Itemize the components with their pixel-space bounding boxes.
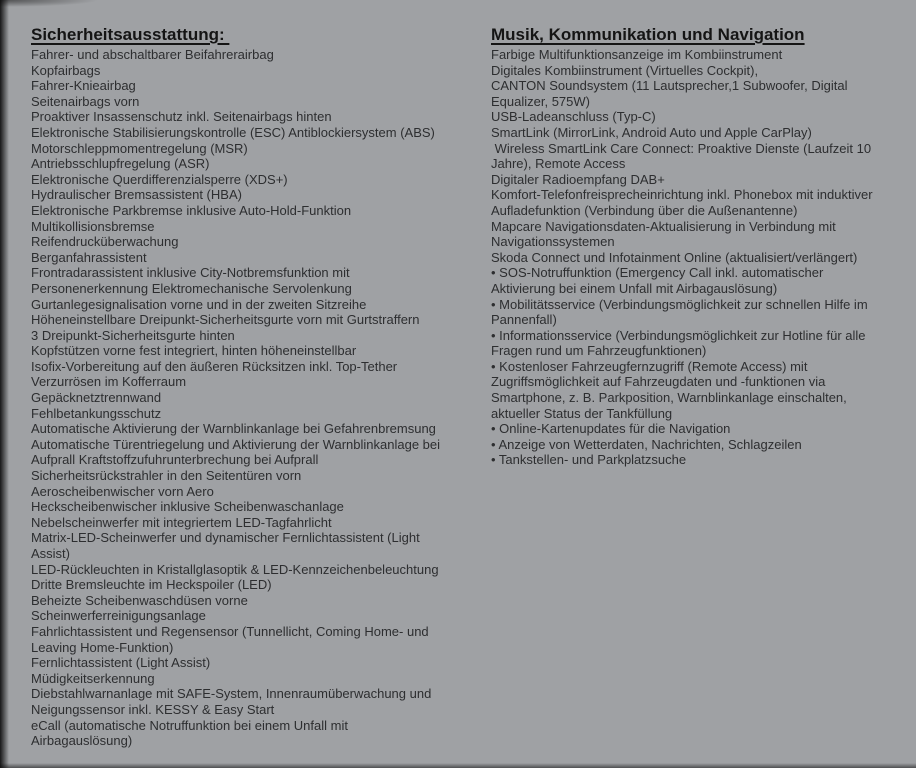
text-line: Fernlichtassistent (Light Assist) bbox=[31, 655, 211, 671]
text-line: Digitaler Radioempfang DAB+ bbox=[491, 171, 665, 187]
text-line: SmartLink (MirrorLink, Android Auto und Apple CarPlay) bbox=[491, 124, 812, 140]
text-line: Farbige Multifunktionsanzeige im Kombiinstrument bbox=[491, 47, 783, 62]
text-line: Antriebsschlupfregelung (ASR) bbox=[31, 156, 210, 172]
text-line: Komfort-Telefonfreisprecheinrichtung inkl. Phonebox mit induktiver bbox=[491, 187, 873, 203]
text-line: Equalizer, 575W) bbox=[491, 93, 590, 109]
text-line: Berganfahrassistent bbox=[31, 249, 147, 265]
text-line: • Online-Kartenupdates für die Navigation bbox=[491, 421, 731, 437]
text-line: aktueller Status der Tankfüllung bbox=[491, 405, 673, 421]
text-line: Aktivierung bei einem Unfall mit Airbagauslösung) bbox=[491, 280, 778, 296]
text-line: Höheneinstellbare Dreipunkt-Sicherheitsgurte vorn mit Gurtstraffern bbox=[31, 312, 420, 328]
text-line: Motorschleppmomentregelung (MSR) bbox=[31, 140, 248, 156]
text-line: Airbagauslösung) bbox=[31, 733, 133, 749]
text-line: Gepäcknetztrennwand bbox=[31, 390, 162, 406]
text-line: Elektronische Stabilisierungskontrolle (ESC) Antiblockiersystem (ABS) bbox=[31, 124, 435, 140]
text-line: Diebstahlwarnanlage mit SAFE-System, Innenraumüberwachung und bbox=[31, 686, 432, 702]
text-line: Frontradarassistent inklusive City-Notbremsfunktion mit bbox=[31, 265, 350, 281]
text-line: Heckscheibenwischer inklusive Scheibenwaschanlage bbox=[31, 499, 344, 515]
text-line: Matrix-LED-Scheinwerfer und dynamischer Fernlichtassistent (Light bbox=[31, 530, 420, 546]
text-line: Multikollisionsbremse bbox=[31, 218, 155, 234]
text-line: Verzurrösen im Kofferraum bbox=[31, 374, 187, 390]
text-line: 3 Dreipunkt-Sicherheitsgurte hinten bbox=[31, 327, 235, 343]
text-line: • Kostenloser Fahrzeugfernzugriff (Remote Access) mit bbox=[491, 358, 808, 374]
text-line: • Informationsservice (Verbindungsmöglichkeit zur Hotline für alle bbox=[491, 327, 866, 343]
text-line: Aufprall Kraftstoffzufuhrunterbrechung bei Aufprall bbox=[31, 452, 319, 468]
text-line: Leaving Home-Funktion) bbox=[31, 639, 174, 655]
text-line: Wireless SmartLink Care Connect: Proaktive Dienste (Laufzeit 10 bbox=[491, 140, 872, 156]
text-line: Assist) bbox=[31, 546, 70, 561]
music-communication-navigation-list bbox=[491, 47, 906, 468]
text-line: Nebelscheinwerfer mit integriertem LED-Tagfahrlicht bbox=[31, 514, 332, 530]
text-line: Fragen rund um Fahrzeugfunktionen) bbox=[491, 343, 707, 359]
text-line: Reifendrucküberwachung bbox=[31, 234, 179, 250]
text-line: Personenerkennung Elektromechanische Servolenkung bbox=[31, 280, 352, 296]
text-line: CANTON Soundsystem (11 Lautsprecher,1 Subwoofer, Digital bbox=[491, 78, 848, 94]
text-line: Proaktiver Insassenschutz inkl. Seitenairbags hinten bbox=[31, 109, 332, 125]
text-line: Fehlbetankungsschutz bbox=[31, 405, 162, 421]
text-line: Automatische Türentriegelung und Aktivierung der Warnblinkanlage bei bbox=[31, 436, 441, 452]
text-line: • Anzeige von Wetterdaten, Nachrichten, Schlagzeilen bbox=[491, 436, 802, 452]
text-line: Kopfstützen vorne fest integriert, hinten höheneinstellbar bbox=[31, 343, 357, 359]
safety-equipment-column bbox=[31, 24, 481, 749]
text-line: Mapcare Navigationsdaten-Aktualisierung in Verbindung mit bbox=[491, 218, 836, 234]
text-line: Müdigkeitserkennung bbox=[31, 670, 155, 686]
text-line: Fahrer-Knieairbag bbox=[31, 78, 136, 94]
text-line: Gurtanlegesignalisation vorne und in der zweiten Sitzreihe bbox=[31, 296, 367, 312]
text-line: Pannenfall) bbox=[491, 312, 557, 328]
text-line: Isofix-Vorbereitung auf den äußeren Rücksitzen inkl. Top-Tether bbox=[31, 358, 398, 374]
text-line: Hydraulischer Bremsassistent (HBA) bbox=[31, 187, 242, 203]
text-line: Aeroscheibenwischer vorn Aero bbox=[31, 483, 214, 499]
text-line: Aufladefunktion (Verbindung über die Außenantenne) bbox=[491, 202, 798, 218]
text-line: Zugriffsmöglichkeit auf Fahrzeugdaten und -funktionen via bbox=[491, 374, 826, 390]
text-line: Scheinwerferreinigungsanlage bbox=[31, 608, 206, 624]
text-line: Kopfairbags bbox=[31, 62, 101, 78]
text-line: eCall (automatische Notruffunktion bei einem Unfall mit bbox=[31, 717, 348, 733]
text-line: Beheizte Scheibenwaschdüsen vorne bbox=[31, 592, 248, 608]
music-communication-navigation-heading: Musik, Kommunikation und Navigation bbox=[491, 25, 805, 44]
text-line: USB-Ladeanschluss (Typ-C) bbox=[491, 109, 656, 125]
safety-equipment-list bbox=[31, 47, 481, 749]
text-line: Skoda Connect und Infotainment Online (aktualisiert/verlängert) bbox=[491, 249, 858, 265]
text-line: Neigungssensor inkl. KESSY & Easy Start bbox=[31, 701, 275, 717]
text-line: LED-Rückleuchten in Kristallglasoptik & LED-Kennzeichenbeleuchtung bbox=[31, 561, 439, 577]
text-line: Jahre), Remote Access bbox=[491, 156, 626, 172]
text-line: Automatische Aktivierung der Warnblinkanlage bei Gefahrenbremsung bbox=[31, 421, 436, 437]
music-communication-navigation-column bbox=[491, 24, 906, 468]
text-line: Fahrer- und abschaltbarer Beifahrerairbag bbox=[31, 47, 274, 62]
text-line: Seitenairbags vorn bbox=[31, 93, 140, 109]
text-line: Smartphone, z. B. Parkposition, Warnblinkanlage einschalten, bbox=[491, 390, 847, 406]
text-line: Digitales Kombiinstrument (Virtuelles Cockpit), bbox=[491, 62, 759, 78]
text-line: Sicherheitsrückstrahler in den Seitentüren vorn bbox=[31, 468, 302, 484]
text-line: Dritte Bremsleuchte im Heckspoiler (LED) bbox=[31, 577, 272, 593]
text-line: Elektronische Parkbremse inklusive Auto-Hold-Funktion bbox=[31, 202, 352, 218]
text-line: Elektronische Querdifferenzialsperre (XDS+) bbox=[31, 171, 288, 187]
text-line: • Mobilitätsservice (Verbindungsmöglichkeit zur schnellen Hilfe im bbox=[491, 296, 868, 312]
text-line: • Tankstellen- und Parkplatzsuche bbox=[491, 452, 687, 468]
text-line: Navigationssystemen bbox=[491, 234, 615, 250]
text-line: Fahrlichtassistent und Regensensor (Tunnellicht, Coming Home- und bbox=[31, 623, 429, 639]
safety-equipment-heading: Sicherheitsausstattung: bbox=[31, 25, 230, 44]
text-line: • SOS-Notruffunktion (Emergency Call inkl. automatischer bbox=[491, 265, 824, 281]
